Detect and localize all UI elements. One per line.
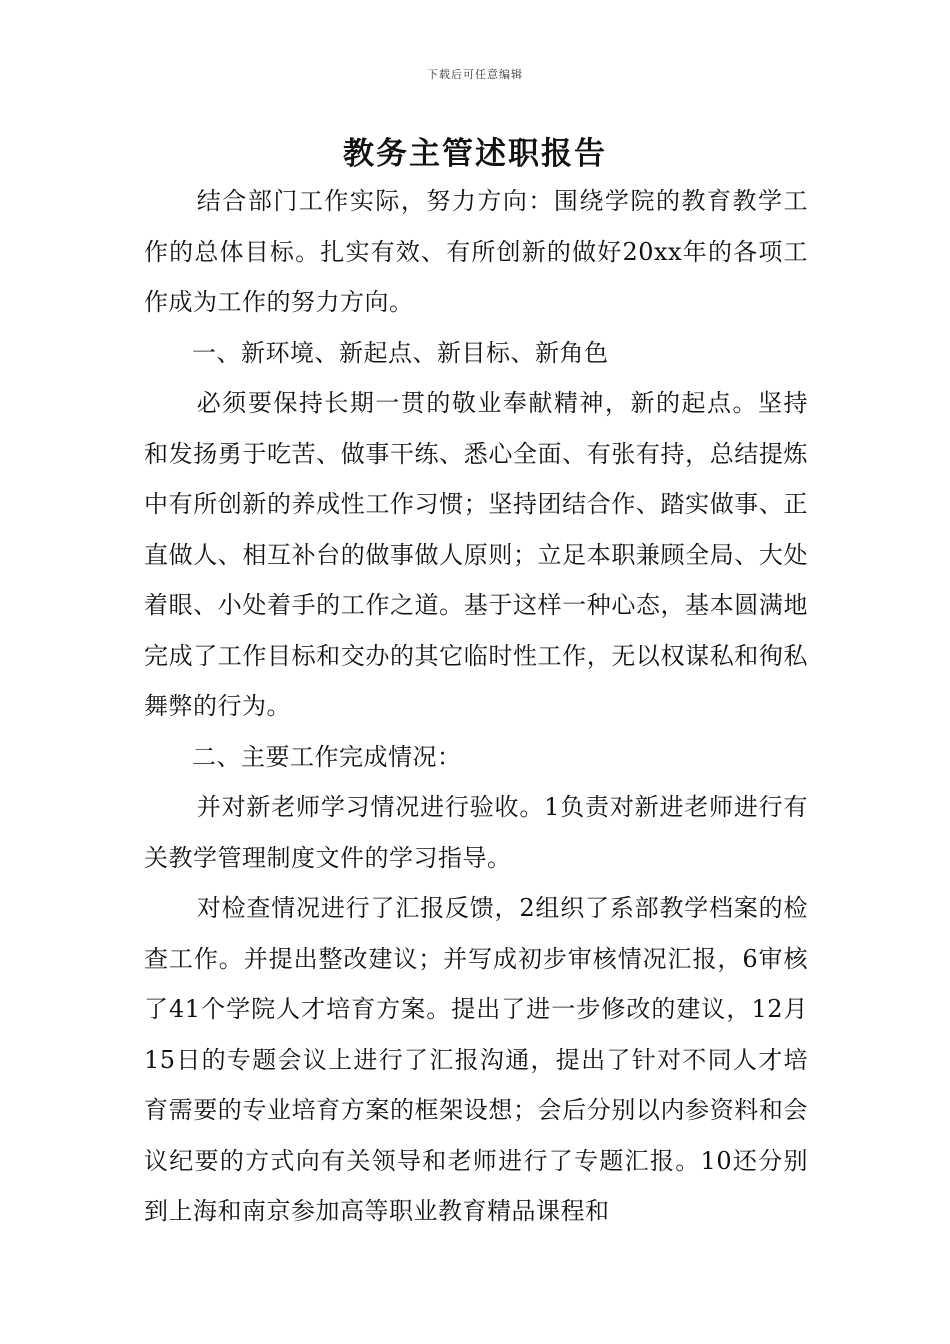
document-body [144, 176, 808, 1237]
paragraph-section-1: 必须要保持长期一贯的敬业奉献精神，新的起点。坚持和发扬勇于吃苦、做事干练、悉心全面、有张有持，总结提炼中有所创新的养成性工作习惯；坚持团结合作、踏实做事、正直做人、相互补台的做事做人原则；立足本职兼顾全局、大处着眼、小处着手的工作之道。基于这样一种心态，基本圆满地完成了工作目标和交办的其它临时性工作，无以权谋私和徇私舞弊的行为。 [144, 389, 808, 720]
paragraph-intro: 结合部门工作实际，努力方向：围绕学院的教育教学工作的总体目标。扎实有效、有所创新的做好20xx年的各项工作成为工作的努力方向。 [144, 187, 808, 316]
paragraph-item-2: 对检查情况进行了汇报反馈，2组织了系部教学档案的检查工作。并提出整改建议；并写成初步审核情况汇报，6审核了41个学院人才培育方案。提出了进一步修改的建议，12月15日的专题会议上进行了汇报沟通，提出了针对不同人才培育需要的专业培育方案的框架设想；会后分别以内参资料和会议纪要的方式向有关领导和老师进行了专题汇报。10还分别到上海和南京参加高等职业教育精品课程和 [144, 894, 808, 1225]
header-note: 下载后可任意编辑 [427, 68, 523, 81]
section-heading-1: 一、新环境、新起点、新目标、新角色 [192, 338, 609, 367]
page-title: 教务主管述职报告 [343, 136, 607, 172]
paragraph-item-1: 并对新老师学习情况进行验收。1负责对新进老师进行有关教学管理制度文件的学习指导。 [144, 793, 808, 872]
section-heading-2: 二、主要工作完成情况： [192, 742, 462, 771]
